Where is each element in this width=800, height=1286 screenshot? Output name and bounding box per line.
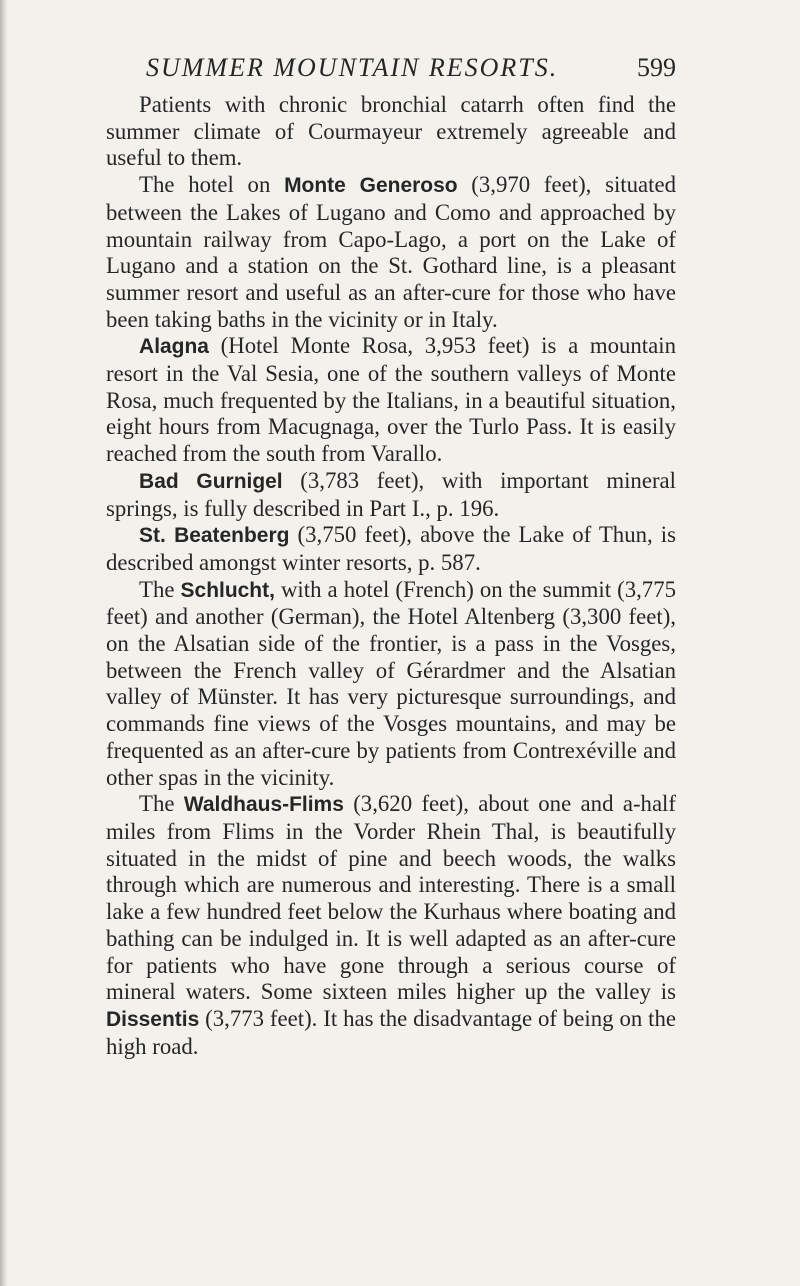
place-name-bold: Dissentis: [106, 1007, 200, 1031]
paragraph-text: The: [139, 791, 184, 817]
paragraph-schlucht: [106, 577, 676, 792]
body-text: [106, 92, 676, 1060]
paragraph-waldhaus-flims: [106, 791, 676, 1060]
place-name-bold: St. Beatenberg: [139, 524, 290, 548]
place-name-bold: Bad Gurnigel: [139, 469, 283, 493]
running-title: SUMMER MOUNTAIN RESORTS.: [146, 53, 559, 82]
paragraph-text: The hotel on: [139, 172, 285, 198]
paragraph-text: Patients with chronic bronchial catarrh often find the summer climate of Courmayeur extremely agreeable and useful to them.: [106, 92, 676, 171]
paragraph-monte-generoso: [106, 172, 676, 333]
paragraph-text: (3,970 feet), situated between the Lakes of Lugano and Como and approached by mountain railway from Capo-Lago, a port on the Lake of Lugano and a station on the St. Gothard line, is a pleasant summer resort and useful as an after-cure for those who have been taking baths in the vicinity or in Italy.: [106, 172, 677, 332]
paragraph-st-beatenberg: [106, 522, 676, 576]
paragraph-text: The: [139, 576, 181, 602]
page-number: 599: [637, 53, 676, 82]
page-header: [146, 50, 676, 86]
paragraph-text: (3,620 feet), about one and a-half miles from Flims in the Vorder Rhein Thal, is beautifully situated in the midst of pine and beech woods, the walks through which are numerous and interesting. There is a small lake a few hundred feet below the Kurhaus where boating and bathing can be indulged in. It is well adapted as an after-cure for patients who have gone through a serious course of mineral waters. Some sixteen miles higher up the valley is: [106, 791, 676, 1005]
paragraph-bad-gurnigel: [106, 468, 676, 522]
paragraph-text: (Hotel Monte Rosa, 3,953 feet) is a mountain resort in the Val Sesia, one of the southern valleys of Monte Rosa, much frequented by the Italians, in a beautiful situation, eight hours from Macugnaga, over the Turlo Pass. It is easily reached from the south from Varallo.: [106, 333, 676, 467]
paragraph-text: with a hotel (French) on the summit (3,775 feet) and another (German), the Hotel Altenberg (3,300 feet), on the Alsatian side of the frontier, is a pass in the Vosges, between the French valley of Gérardmer and the Alsatian valley of Münster. It has very picturesque surroundings, and commands fine views of the Vosges mountains, and may be frequented as an after-cure by patients from Contrexéville and other spas in the vicinity.: [106, 576, 676, 790]
place-name-bold: Alagna: [139, 335, 209, 359]
paragraph-text: (3,783 feet), with important mineral springs, is fully described in Part I., p. 196.: [106, 467, 676, 521]
paragraph-courmayeur: [106, 92, 676, 172]
place-name-bold: Monte Generoso: [284, 174, 458, 198]
paragraph-text: (3,773 feet). It has the disadvantage of being on the high road.: [106, 1005, 676, 1059]
paragraph-text: (3,750 feet), above the Lake of Thun, is described amongst winter resorts, p. 587.: [106, 522, 676, 575]
place-name-bold: Schlucht,: [180, 578, 275, 602]
paragraph-alagna: [106, 333, 676, 468]
place-name-bold: Waldhaus-Flims: [183, 793, 344, 817]
page-binding-shadow: [0, 0, 8, 1286]
